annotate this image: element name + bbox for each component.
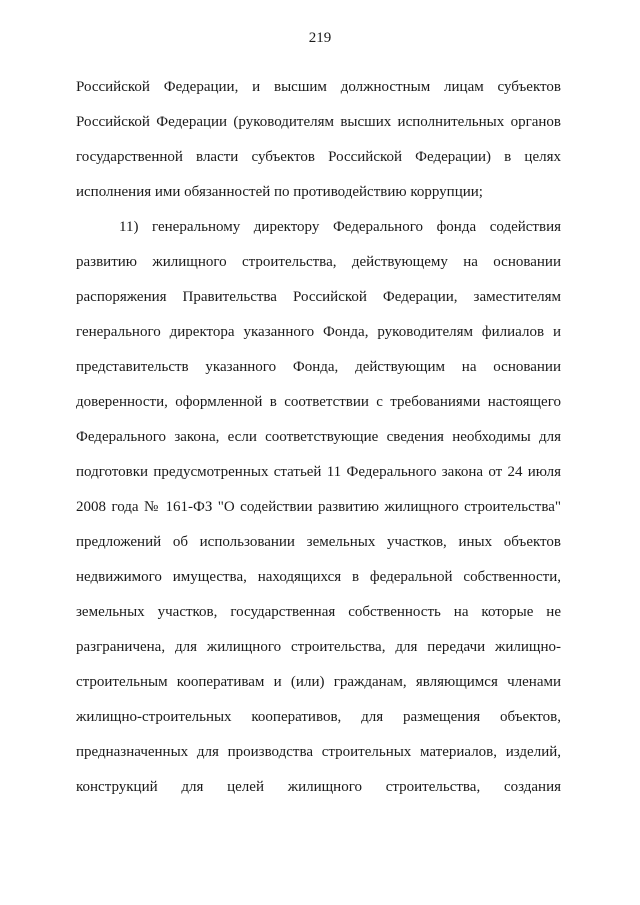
text-line: Российской Федерации, и высшим должностным лицам субъектов (76, 79, 561, 95)
text-line: предложений об использовании земельных участков, иных объектов (76, 534, 561, 550)
text-line: конструкций для целей жилищного строительства, создания (76, 779, 561, 795)
text-line: государственной власти субъектов Российской Федерации) в целях (76, 149, 561, 165)
text-line: Федерального закона, если соответствующие сведения необходимы для (76, 429, 561, 445)
text-line: развитию жилищного строительства, действующему на основании (76, 254, 561, 270)
text-line: распоряжения Правительства Российской Федерации, заместителям (76, 289, 561, 305)
text-line: жилищно-строительных кооперативов, для размещения объектов, (76, 709, 561, 725)
text-line: земельных участков, государственная собственность на которые не (76, 604, 561, 620)
text-line: представительств указанного Фонда, действующим на основании (76, 359, 561, 375)
page-number: 219 (308, 30, 332, 46)
body-text (76, 70, 561, 805)
text-line: генерального директора указанного Фонда, руководителям филиалов и (76, 324, 561, 340)
text-line: предназначенных для производства строительных материалов, изделий, (76, 744, 561, 760)
text-line: разграничена, для жилищного строительства, для передачи жилищно- (76, 639, 561, 655)
paragraph-first-line: 11) генеральному директору Федерального фонда содействия (119, 219, 561, 235)
text-line: строительным кооперативам и (или) гражданам, являющимся членами (76, 674, 561, 690)
text-line: подготовки предусмотренных статьей 11 Федерального закона от 24 июля (76, 464, 561, 480)
text-line: исполнения ими обязанностей по противодействию коррупции; (76, 184, 483, 200)
text-line: недвижимого имущества, находящихся в федеральной собственности, (76, 569, 561, 585)
text-line: доверенности, оформленной в соответствии с требованиями настоящего (76, 394, 561, 410)
text-line: 2008 года № 161-ФЗ "О содействии развитию жилищного строительства" (76, 499, 561, 515)
text-line: Российской Федерации (руководителям высших исполнительных органов (76, 114, 561, 130)
